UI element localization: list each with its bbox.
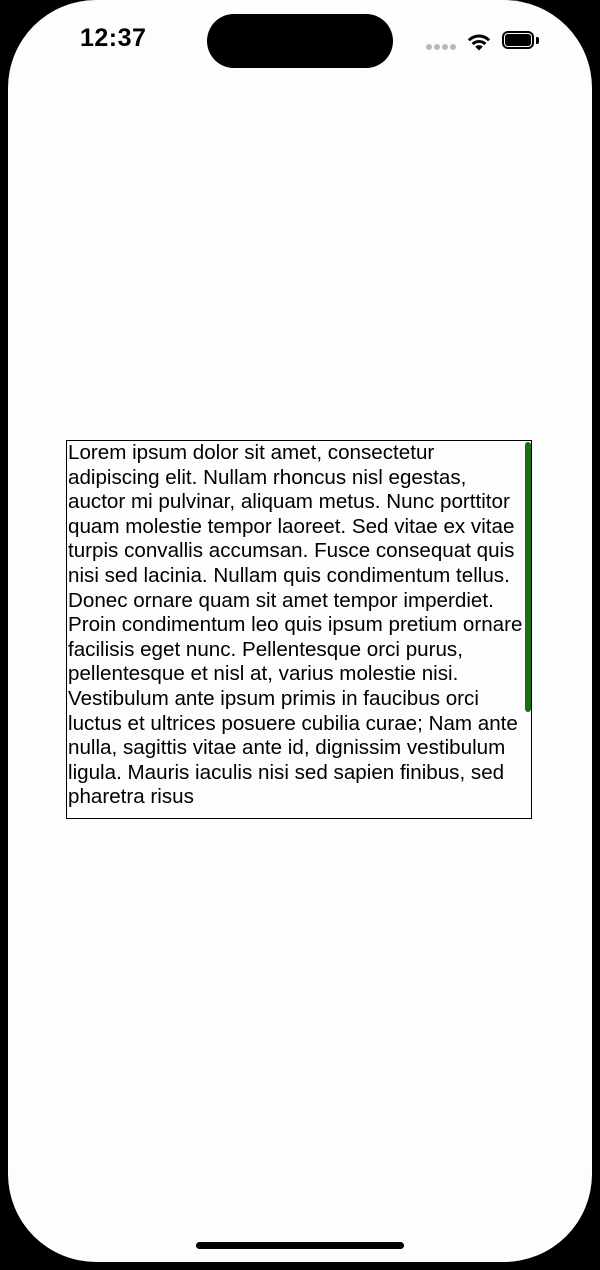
home-indicator[interactable] [196,1242,404,1249]
dynamic-island [207,14,393,68]
screen [8,0,592,1262]
status-bar [8,0,592,80]
battery-level [505,34,531,46]
lorem-text: Lorem ipsum dolor sit amet, consectetur adipiscing elit. Nullam rhoncus nisl egestas, auctor mi pulvinar, aliquam metus. Nunc porttitor quam molestie tempor laoreet. Sed vitae ex vitae turpis convallis accumsan. Fusce consequat quis nisi sed lacinia. Nullam quis condimentum tellus. Donec ornare quam sit amet tempor imperdiet. Proin condimentum leo quis ipsum pretium ornare facilisis eget nunc. Pellentesque orci purus, pellentesque et nisl at, varius molestie nisi. Vestibulum ante ipsum primis in faucibus orci luctus et ultrices posuere cubilia curae; Nam ante nulla, sagittis vitae ante id, dignissim vestibulum ligula. Mauris iaculis nisi sed sapien finibus, sed pharetra risus [68,441,523,809]
wifi-icon [465,30,493,52]
cellular-signal-icon [426,42,458,50]
battery-icon [502,31,542,51]
vertical-scrollbar[interactable] [525,442,531,712]
battery-tip [536,37,539,44]
status-time: 12:37 [80,24,147,52]
scrollable-text-view[interactable] [66,440,532,819]
